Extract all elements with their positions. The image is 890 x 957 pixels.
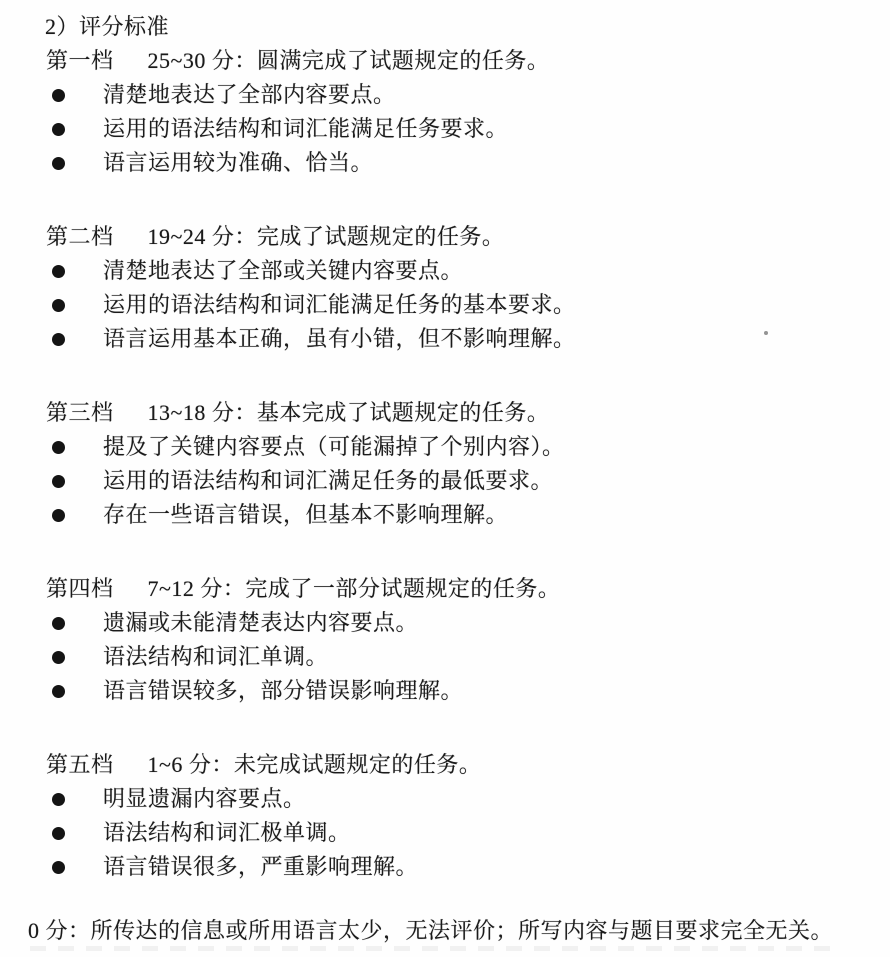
bullet-point-text: 运用的语法结构和词汇能满足任务要求。 [103,116,509,141]
band-header [46,44,890,78]
scan-artifact-dot [764,331,768,335]
band-label: 第一档 [46,48,114,73]
bullet-point-row [0,606,890,640]
bullet-point-text: 语言错误较多，部分错误影响理解。 [103,678,464,703]
bullet-point-row [0,816,890,850]
bullet-icon [52,827,65,840]
bullet-icon [52,685,65,698]
band-score-range: 19~24 分： [147,224,257,249]
bullet-icon [52,793,65,806]
bullet-point-text: 运用的语法结构和词汇满足任务的最低要求。 [103,468,554,493]
band-summary: 完成了一部分试题规定的任务。 [245,576,561,601]
bullet-point-row [0,322,890,356]
bullet-point-row [0,254,890,288]
bullet-point-row [0,288,890,322]
bullet-icon [52,265,65,278]
bullet-point-text: 语法结构和词汇极单调。 [103,820,351,845]
band-header [46,572,890,606]
band-score-range: 7~12 分： [147,576,246,601]
score-band [0,44,890,180]
bullet-point-row [0,430,890,464]
bullet-point-text: 遗漏或未能清楚表达内容要点。 [103,610,419,635]
bullet-point-row [0,498,890,532]
bullet-point-row [0,782,890,816]
bullet-icon [52,123,65,136]
band-label: 第四档 [46,576,114,601]
bullet-icon [52,651,65,664]
score-bands-list [0,44,890,884]
band-summary: 基本完成了试题规定的任务。 [256,400,550,425]
bullet-point-row [0,674,890,708]
band-score-range: 25~30 分： [147,48,257,73]
bullet-point-row [0,112,890,146]
bullet-point-text: 明显遗漏内容要点。 [103,786,306,811]
bullet-point-row [0,640,890,674]
band-score-range: 13~18 分： [147,400,257,425]
band-summary: 圆满完成了试题规定的任务。 [256,48,550,73]
bullet-point-text: 存在一些语言错误，但基本不影响理解。 [103,502,509,527]
bullet-icon [52,299,65,312]
bullet-icon [52,441,65,454]
score-band [0,748,890,884]
bullet-point-text: 语法结构和词汇单调。 [103,644,329,669]
bullet-point-row [0,146,890,180]
bullet-point-text: 清楚地表达了全部内容要点。 [103,82,396,107]
score-band [0,572,890,708]
bullet-point-row [0,464,890,498]
bullet-point-text: 语言运用较为准确、恰当。 [103,150,374,175]
bullet-point-text: 语言运用基本正确，虽有小错，但不影响理解。 [103,326,576,351]
bullet-point-text: 清楚地表达了全部或关键内容要点。 [103,258,464,283]
score-band [0,396,890,532]
band-header [46,396,890,430]
bullet-icon [52,333,65,346]
band-label: 第五档 [46,752,114,777]
section-title: 2）评分标准 [45,14,170,39]
bullet-icon [52,475,65,488]
band-label: 第二档 [46,224,114,249]
band-label: 第三档 [46,400,114,425]
band-header [46,220,890,254]
bullet-point-row [0,850,890,884]
band-header [46,748,890,782]
score-band [0,220,890,356]
scan-noise-strip [30,946,830,951]
bullet-icon [52,157,65,170]
bullet-icon [52,89,65,102]
bullet-point-text: 提及了关键内容要点（可能漏掉了个别内容）。 [103,434,565,459]
bullet-icon [52,509,65,522]
bullet-point-text: 语言错误很多，严重影响理解。 [103,854,419,879]
band-summary: 未完成试题规定的任务。 [233,752,482,777]
band-score-range: 1~6 分： [147,752,234,777]
bullet-point-row [0,78,890,112]
zero-score-line: 0 分：所传达的信息或所用语言太少，无法评价；所写内容与题目要求完全无关。 [28,918,834,943]
bullet-icon [52,861,65,874]
bullet-point-text: 运用的语法结构和词汇能满足任务的基本要求。 [103,292,576,317]
bullet-icon [52,617,65,630]
band-summary: 完成了试题规定的任务。 [256,224,505,249]
